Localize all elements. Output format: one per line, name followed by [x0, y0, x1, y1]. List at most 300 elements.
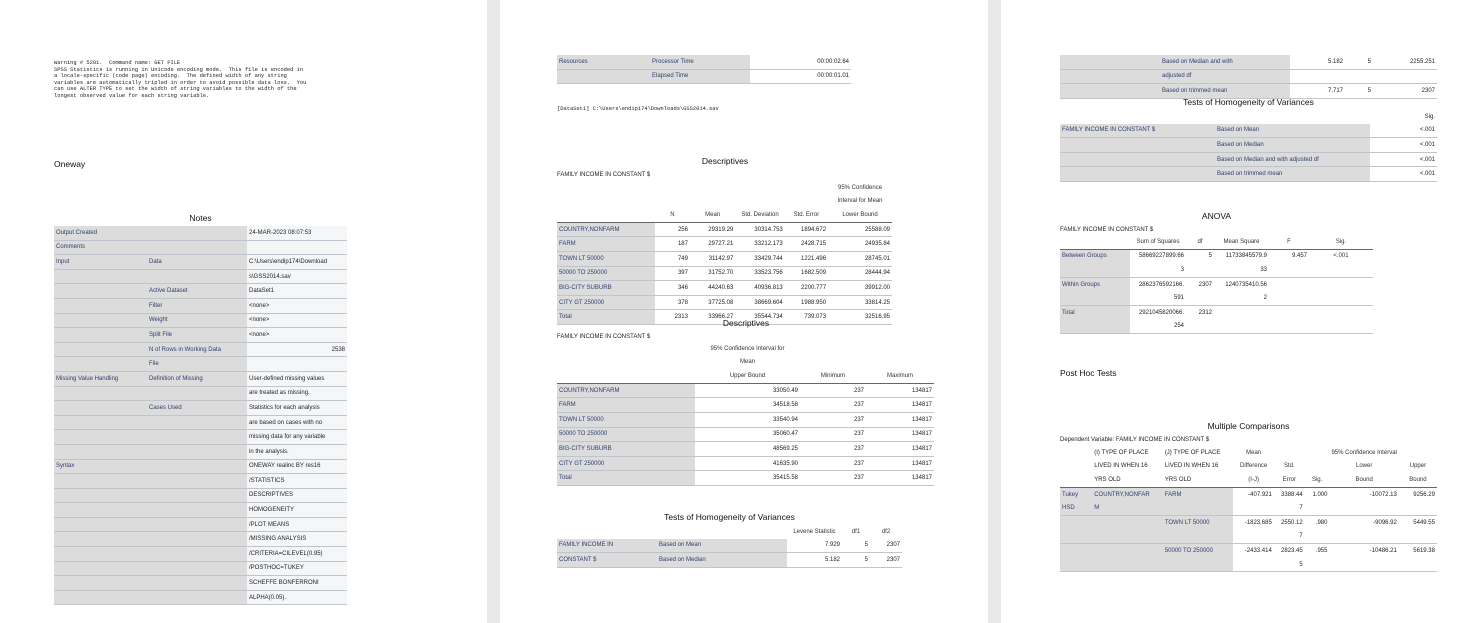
source-label — [1060, 291, 1130, 305]
mc-lo-value — [1329, 530, 1398, 544]
mc-header-se: Error — [1274, 473, 1305, 487]
mc-up-value — [1399, 558, 1437, 572]
notes-item-label: Definition of Missing — [147, 371, 247, 386]
desc-mean-value: 37725.08 — [690, 295, 735, 310]
desc-sd-value: 40936.813 — [735, 281, 784, 296]
descriptives2-row — [557, 412, 934, 427]
descriptives2-row — [557, 383, 934, 398]
notes-row — [54, 328, 347, 343]
homogeneity-row — [557, 539, 902, 553]
output-page-3 — [1001, 0, 1473, 623]
sig-value — [1309, 277, 1373, 291]
mc-md-value — [1233, 558, 1273, 572]
notes-section-label: Output Created — [54, 226, 147, 240]
notes-item-label — [147, 226, 247, 240]
mc-header-sig: Sig. — [1305, 473, 1330, 487]
desc2-min-value: 237 — [800, 412, 866, 427]
notes-item-label — [147, 561, 247, 576]
notes-row — [54, 430, 347, 445]
mc-md-value — [1233, 501, 1273, 515]
test-label — [1060, 544, 1092, 558]
notes-row — [54, 371, 347, 386]
ci2-header-1: 95% Confidence Interval for — [710, 345, 785, 352]
descriptives2-row — [557, 442, 934, 457]
notes-row — [54, 474, 347, 489]
notes-value: 24-MAR-2023 08:07:53 — [247, 226, 347, 240]
mc-md-value — [1233, 530, 1273, 544]
desc-sd-value: 35544.734 — [735, 310, 784, 325]
mc-se-value: 7 — [1274, 530, 1305, 544]
group-label: COUNTRY,NONFARM — [557, 383, 695, 398]
group-label: 50000 TO 250000 — [557, 266, 655, 281]
notes-row — [54, 284, 347, 299]
ci-header-1: 95% Confidence — [838, 184, 883, 191]
desc-n-value: 346 — [655, 281, 690, 296]
desc-se-value: 739.073 — [785, 310, 828, 325]
desc-sd-value: 38669.604 — [735, 295, 784, 310]
mc-header-j: LIVED IN WHEN 16 — [1164, 463, 1219, 470]
notes-section-label — [54, 474, 147, 489]
sd-header: Std. Deviation — [735, 208, 784, 222]
mc-up-value: 5619.38 — [1413, 547, 1435, 554]
source-label: Total — [1060, 305, 1130, 319]
desc-mean-value: 29727.21 — [690, 237, 735, 252]
desc2-ub-value: 34518.58 — [695, 398, 800, 413]
homog-df2-value: 2307 — [870, 539, 902, 553]
variable-label: FAMILY INCOME IN CONSTANT $ — [1060, 124, 1215, 138]
df-header: df — [1186, 235, 1214, 249]
notes-section-label: Input — [54, 255, 147, 270]
source-label: Between Groups — [1060, 249, 1130, 263]
desc-se-value: 1221.496 — [785, 251, 828, 266]
df-value: 2312 — [1198, 309, 1212, 316]
homog-df1-value: 5 — [842, 539, 870, 553]
sig-value — [1309, 305, 1373, 319]
notes-item-label: Active Dataset — [147, 284, 247, 299]
notes-section-label — [54, 386, 147, 401]
test-label — [1060, 558, 1092, 572]
j-group-label — [1163, 558, 1234, 572]
descriptives2-row — [557, 471, 934, 486]
notes-value: are treated as missing. — [247, 386, 347, 401]
desc-se-value: 1988.950 — [785, 295, 828, 310]
notes-section-label — [54, 298, 147, 313]
source-label — [1060, 320, 1130, 334]
notes-item-label: Split File — [147, 328, 247, 343]
homogeneity2-table — [1060, 110, 1437, 182]
lb-header: Lower Bound — [828, 208, 892, 222]
method-label: Based on Median — [1215, 138, 1370, 153]
mc-sig-value: 1.000 — [1312, 491, 1328, 498]
anova-row — [1060, 263, 1373, 277]
notes-item-label: Weight — [147, 313, 247, 328]
sig-value — [1309, 263, 1373, 277]
notes-item-label — [147, 503, 247, 518]
i-group-label — [1092, 558, 1163, 572]
homogeneity-row — [557, 553, 902, 568]
blank-cell — [1060, 473, 1092, 487]
group-label: BIG-CITY SUBURB — [557, 281, 655, 296]
df1-header: df1 — [851, 528, 861, 535]
method-label: Based on trimmed mean — [1215, 167, 1370, 182]
descriptives-row — [557, 251, 892, 266]
desc-se-value: 1682.509 — [785, 266, 828, 281]
mc-sig-value — [1305, 558, 1330, 572]
levene-header: Levene Statistic — [793, 528, 836, 535]
notes-section-label: Comments — [54, 240, 147, 255]
homogeneity2-row — [1060, 152, 1437, 167]
notes-value: are based on cases with no — [247, 415, 347, 430]
descriptives-row — [557, 237, 892, 252]
mc-header-lo: 95% Confidence Interval — [1331, 449, 1397, 456]
notes-item-label — [147, 240, 247, 255]
variable-label — [1060, 69, 1160, 84]
homog-df2-value: 2307 — [870, 553, 902, 568]
group-label: TOWN LT 50000 — [557, 251, 655, 266]
notes-row — [54, 269, 347, 284]
homogeneity-title: Tests of Homogeneity of Variances — [664, 512, 795, 522]
desc2-ub-value: 35060.47 — [695, 427, 800, 442]
warning-message: Warning # 5281. Command name: GET FILE SPSS Statistics is running in Unicode encoding mode. This file is encoded in a locale-specific (code page) encoding. The defined width of any string variables are automatically tripled in order to avoid possible data loss. You can use ALTER TYPE to set the width of string variables to the width of the longest observed value for each string variable. — [54, 60, 307, 99]
mc-header-row — [1060, 473, 1437, 487]
resources-item: Elapsed Time — [650, 69, 750, 84]
notes-row — [54, 488, 347, 503]
desc-lb-value: 25588.09 — [828, 222, 892, 237]
ms-value: 33 — [1214, 263, 1269, 277]
notes-row — [54, 532, 347, 547]
ms-value: 11733845579.9 — [1225, 253, 1267, 260]
notes-row — [54, 547, 347, 562]
notes-section-label — [54, 576, 147, 591]
mc-row — [1060, 530, 1437, 544]
method-label: Based on Median — [657, 553, 787, 568]
desc-sd-value: 33429.744 — [735, 251, 784, 266]
notes-item-label: File — [147, 357, 247, 372]
ms-value: 1240735410.56 — [1225, 281, 1267, 288]
mc-header-row — [1060, 460, 1437, 474]
mc-header-md: Difference — [1240, 463, 1268, 470]
resources-row — [557, 69, 851, 84]
notes-value: DataSet1 — [247, 284, 347, 299]
ms-header: Mean Square — [1214, 235, 1269, 249]
notes-section-label — [54, 284, 147, 299]
notes-value: HOMOGENEITY — [247, 503, 347, 518]
notes-section-label — [54, 532, 147, 547]
anova-row — [1060, 305, 1373, 319]
df-value — [1186, 291, 1214, 305]
variable-label — [1060, 138, 1215, 153]
desc2-ub-value: 33050.49 — [695, 383, 800, 398]
notes-item-label: Data — [147, 255, 247, 270]
desc-n-value: 749 — [655, 251, 690, 266]
mc-lo-value — [1329, 558, 1398, 572]
anova-row — [1060, 249, 1373, 263]
group-label: BIG-CITY SUBURB — [557, 442, 695, 457]
mc-row — [1060, 544, 1437, 558]
notes-row — [54, 590, 347, 605]
desc2-max-value: 134817 — [866, 427, 934, 442]
test-label: Tukey — [1060, 487, 1092, 501]
notes-section-label — [54, 444, 147, 459]
notes-row — [54, 517, 347, 532]
desc2-max-value: 134817 — [866, 412, 934, 427]
notes-row — [54, 576, 347, 591]
method-label: adjusted df — [1160, 69, 1290, 84]
df2-header: df2 — [881, 528, 891, 535]
mc-up-value: 9256.29 — [1413, 491, 1435, 498]
descriptives2-row — [557, 427, 934, 442]
mc-row — [1060, 515, 1437, 529]
notes-item-label — [147, 532, 247, 547]
desc-sd-value: 33212.173 — [735, 237, 784, 252]
homog-lev-value: 7.717 — [1290, 84, 1345, 99]
n-header: N — [655, 208, 690, 222]
notes-item-label — [147, 488, 247, 503]
resources-label — [557, 69, 650, 84]
notes-item-label — [147, 576, 247, 591]
desc-se-value: 2428.715 — [785, 237, 828, 252]
resources-item: Processor Time — [650, 55, 750, 69]
notes-row — [54, 415, 347, 430]
notes-row — [54, 357, 347, 372]
notes-item-label — [147, 547, 247, 562]
sig-value: <.001 — [1370, 138, 1437, 153]
f-value — [1269, 263, 1309, 277]
homog-lev-value — [1290, 69, 1345, 84]
anova-sig-header: Sig. — [1309, 235, 1373, 249]
mc-se-value: 2823.45 — [1281, 547, 1303, 554]
desc-lb-value: 28745.01 — [828, 251, 892, 266]
f-value — [1269, 277, 1309, 291]
group-label: CITY GT 250000 — [557, 456, 695, 471]
posthoc-heading: Post Hoc Tests — [1060, 368, 1117, 378]
notes-item-label — [147, 430, 247, 445]
notes-item-label — [147, 444, 247, 459]
group-label: COUNTRY,NONFARM — [557, 222, 655, 237]
mc-se-value: 5 — [1274, 558, 1305, 572]
homog-lev-value: 7.929 — [787, 539, 842, 553]
notes-value: /MISSING ANALYSIS — [247, 532, 347, 547]
mc-header-se — [1274, 446, 1305, 460]
descriptives-title: Descriptives — [701, 156, 749, 166]
notes-value: C:\Users\endip174\Download — [247, 255, 347, 270]
mean-header: Mean — [690, 208, 735, 222]
homog-lev-value: 5.182 — [1290, 55, 1345, 69]
mc-sig-value — [1305, 530, 1330, 544]
ms-value — [1214, 305, 1269, 319]
notes-section-label — [54, 313, 147, 328]
notes-row — [54, 226, 347, 240]
mc-header-i: YRS OLD — [1092, 473, 1163, 487]
notes-row — [54, 240, 347, 255]
i-group-label — [1092, 530, 1163, 544]
notes-value: <none> — [247, 298, 347, 313]
notes-section-label — [54, 590, 147, 605]
notes-section-label — [54, 401, 147, 416]
anova-table — [1060, 235, 1373, 334]
i-group-label — [1092, 515, 1163, 529]
anova-title: ANOVA — [1201, 211, 1232, 221]
dependent-variable: Dependent Variable: FAMILY INCOME IN CONSTANT $ — [1060, 437, 1210, 443]
source-label: Within Groups — [1060, 277, 1130, 291]
mc-header-row — [1060, 446, 1437, 460]
mc-header-up: Upper — [1409, 463, 1427, 470]
desc-n-value: 187 — [655, 237, 690, 252]
ss-value: 254 — [1130, 320, 1186, 334]
homogeneity-continued-table — [1060, 55, 1437, 99]
ss-value: 2921045820066. — [1138, 309, 1184, 316]
i-group-label: M — [1092, 501, 1163, 515]
notes-value: Statistics for each analysis — [247, 401, 347, 416]
homogeneity2-row — [1060, 138, 1437, 153]
mc-sig-value: .980 — [1315, 519, 1328, 526]
notes-value: DESCRIPTIVES — [247, 488, 347, 503]
mc-header-se: Std. — [1283, 463, 1295, 470]
desc-lb-value: 32516.95 — [828, 310, 892, 325]
group-label: Total — [557, 310, 655, 325]
mc-row — [1060, 501, 1437, 515]
desc-lb-value: 24935.84 — [828, 237, 892, 252]
homog-df2-value — [1373, 69, 1437, 84]
descriptives-row — [557, 295, 892, 310]
desc2-max-value: 134817 — [866, 471, 934, 486]
notes-item-label — [147, 386, 247, 401]
df-value: 2307 — [1198, 281, 1212, 288]
method-label: Based on Median and with — [1160, 55, 1290, 69]
homogeneity2-row — [1060, 124, 1437, 138]
descriptives2-table — [557, 342, 934, 486]
variable-label — [1060, 55, 1160, 69]
ss-value: 3 — [1130, 263, 1186, 277]
group-label: Total — [557, 471, 695, 486]
mc-header-md: (I-J) — [1233, 473, 1273, 487]
resources-table — [557, 55, 851, 84]
notes-value: /PLOT MEANS — [247, 517, 347, 532]
homog-df1-value — [1345, 69, 1373, 84]
group-label: 50000 TO 250000 — [557, 427, 695, 442]
method-label: Based on Median and with adjusted df — [1215, 152, 1370, 167]
ss-value: 2862376592166. — [1138, 281, 1184, 288]
sig-value: <.001 — [1333, 253, 1349, 260]
desc-mean-value: 29319.29 — [690, 222, 735, 237]
anova-row — [1060, 320, 1373, 334]
mc-header-up: Bound — [1399, 473, 1437, 487]
desc2-min-value: 237 — [800, 442, 866, 457]
homogeneity-continued-row — [1060, 69, 1437, 84]
homog-df2-value: 2255.251 — [1373, 55, 1437, 69]
method-label: Based on trimmed mean — [1160, 84, 1290, 99]
desc2-ub-value: 33540.94 — [695, 412, 800, 427]
j-group-label: FARM — [1163, 487, 1234, 501]
mc-header-md: Mean — [1246, 449, 1262, 456]
anova-row — [1060, 291, 1373, 305]
notes-value: /POSTHOC=TUKEY — [247, 561, 347, 576]
notes-row — [54, 561, 347, 576]
desc2-ub-value: 35415.58 — [695, 471, 800, 486]
homog-df1-value: 5 — [842, 553, 870, 568]
notes-row — [54, 503, 347, 518]
dataset-line: [DataSet1] C:\Users\endip174\Downloads\GSS2014.sav — [557, 106, 719, 112]
ub-header: Upper Bound — [695, 369, 800, 383]
notes-section-label — [54, 415, 147, 430]
resources-row — [557, 55, 851, 69]
desc2-min-value: 237 — [800, 398, 866, 413]
group-label: FARM — [557, 237, 655, 252]
descriptives-row — [557, 266, 892, 281]
homogeneity2-row — [1060, 167, 1437, 182]
source-label — [1060, 263, 1130, 277]
notes-value: <none> — [247, 313, 347, 328]
homog-df1-value: 5 — [1345, 55, 1373, 69]
mc-row — [1060, 487, 1437, 501]
ms-value: 2 — [1214, 291, 1269, 305]
sig-value — [1309, 320, 1373, 334]
notes-section-label — [54, 517, 147, 532]
desc-lb-value: 28444.94 — [828, 266, 892, 281]
desc2-max-value: 134817 — [866, 442, 934, 457]
homog-lev-value: 5.182 — [787, 553, 842, 568]
min-header: Minimum — [800, 369, 866, 383]
j-group-label — [1163, 501, 1234, 515]
df-value: 5 — [1208, 253, 1212, 260]
notes-row — [54, 386, 347, 401]
mc-header-j: YRS OLD — [1163, 473, 1234, 487]
homogeneity-table — [557, 525, 902, 568]
mc-se-value: 2550.12 — [1281, 519, 1303, 526]
notes-section-label — [54, 342, 147, 357]
notes-item-label — [147, 517, 247, 532]
desc-n-value: 397 — [655, 266, 690, 281]
df-value — [1186, 320, 1214, 334]
f-value — [1269, 305, 1309, 319]
group-label: CITY GT 250000 — [557, 295, 655, 310]
notes-row — [54, 342, 347, 357]
desc2-min-value: 237 — [800, 456, 866, 471]
mc-up-value: 5449.55 — [1413, 519, 1435, 526]
method-label: Based on Mean — [1215, 124, 1370, 138]
se-header: Std. Error — [785, 208, 828, 222]
desc-lb-value: 33814.25 — [828, 295, 892, 310]
desc-mean-value: 44240.63 — [690, 281, 735, 296]
oneway-heading: Oneway — [54, 159, 86, 169]
descriptives-row — [557, 281, 892, 296]
notes-value — [247, 240, 347, 255]
notes-value: SCHEFFE BONFERRONI — [247, 576, 347, 591]
mc-header-j: (J) TYPE OF PLACE — [1164, 449, 1221, 456]
desc-n-value: 256 — [655, 222, 690, 237]
j-group-label — [1163, 530, 1234, 544]
mc-header-sig — [1305, 460, 1330, 474]
notes-table — [54, 226, 347, 605]
notes-value: 2538 — [247, 342, 347, 357]
notes-item-label — [147, 269, 247, 284]
max-header: Maximum — [866, 369, 934, 383]
notes-section-label: Missing Value Handling — [54, 371, 147, 386]
homogeneity-continued-row — [1060, 55, 1437, 69]
notes-value: in the analysis. — [247, 444, 347, 459]
sig-header: Sig. — [1424, 113, 1435, 120]
mc-header-i: (I) TYPE OF PLACE — [1094, 449, 1149, 456]
notes-item-label — [147, 415, 247, 430]
notes-section-label — [54, 488, 147, 503]
desc-mean-value: 33966.27 — [690, 310, 735, 325]
notes-value: User-defined missing values — [247, 371, 347, 386]
notes-section-label — [54, 547, 147, 562]
notes-section-label — [54, 269, 147, 284]
mc-lo-value: -10486.21 — [1369, 547, 1397, 554]
descriptives-caption: FAMILY INCOME IN CONSTANT $ — [557, 172, 651, 178]
i-group-label: COUNTRY,NONFAR — [1092, 487, 1163, 501]
